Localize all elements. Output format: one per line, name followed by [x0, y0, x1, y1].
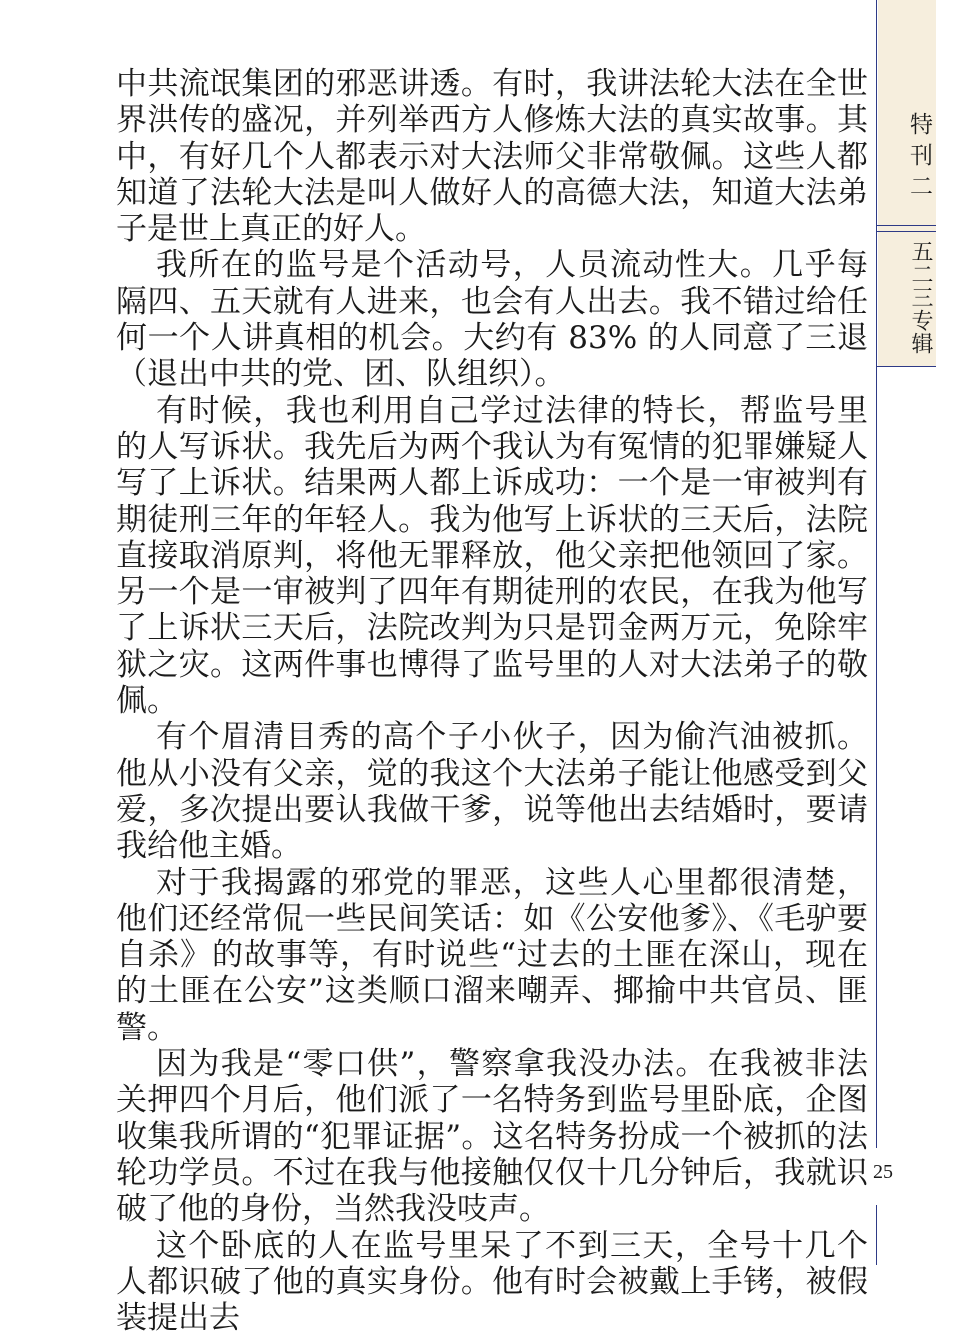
margin-rule	[876, 0, 877, 1148]
section-tab-special-issue: 特刊二	[878, 112, 936, 205]
tab-bottom-rule	[876, 366, 936, 367]
page-number: 25	[871, 1161, 895, 1184]
tab-divider	[876, 225, 936, 226]
paragraph: 这个卧底的人在监号里呆了不到三天，全号十几个人都识破了他的真实身份。他有时会被戴上手铐，被假装提出去	[116, 1228, 868, 1336]
paragraph: 有个眉清目秀的高个子小伙子，因为偷汽油被抓。他从小没有父亲，觉的我这个大法弟子能让他感受到父爱，多次提出要认我做干爹，说等他出去结婚时，要请我给他主婚。	[116, 719, 868, 864]
section-tab-may23-collection: 五二三专辑	[878, 240, 936, 355]
paragraph: 我所在的监号是个活动号，人员流动性大。几乎每隔四、五天就有人进来，也会有人出去。我不错过给任何一个人讲真相的机会。大约有 83% 的人同意了三退（退出中共的党、团、队组织）。	[116, 247, 868, 392]
paragraph: 有时候，我也利用自己学过法律的特长，帮监号里的人写诉状。我先后为两个我认为有冤情的犯罪嫌疑人写了上诉状。结果两人都上诉成功：一个是一审被判有期徒刑三年的年轻人。我为他写上诉状的三天后，法院直接取消原判，将他无罪释放，他父亲把他领回了家。另一个是一审被判了四年有期徒刑的农民，在我为他写了上诉状三天后，法院改判为只是罚金两万元，免除牢狱之灾。这两件事也博得了监号里的人对大法弟子的敬佩。	[116, 393, 868, 720]
paragraph: 因为我是“零口供”，警察拿我没办法。在我被非法关押四个月后，他们派了一名特务到监号里卧底，企图收集我所谓的“犯罪证据”。这名特务扮成一个被抓的法轮功学员。不过在我与他接触仅仅十几分钟后，我就识破了他的身份，当然我没吱声。	[116, 1046, 868, 1227]
paragraph: 对于我揭露的邪党的罪恶，这些人心里都很清楚，他们还经常侃一些民间笑话：如《公安他爹》、《毛驴要自杀》的故事等，有时说些“过去的土匪在深山，现在的土匪在公安”这类顺口溜来嘲弄、揶揄中共官员、匪警。	[116, 865, 868, 1046]
paragraph: 中共流氓集团的邪恶讲透。有时，我讲法轮大法在全世界洪传的盛况，并列举西方人修炼大法的真实故事。其中，有好几个人都表示对大法师父非常敬佩。这些人都知道了法轮大法是叫人做好人的高德大法，知道大法弟子是世上真正的好人。	[116, 66, 868, 247]
tab-divider-double	[876, 231, 936, 232]
article-body	[116, 66, 868, 1336]
margin-rule-bottom	[876, 1205, 877, 1265]
